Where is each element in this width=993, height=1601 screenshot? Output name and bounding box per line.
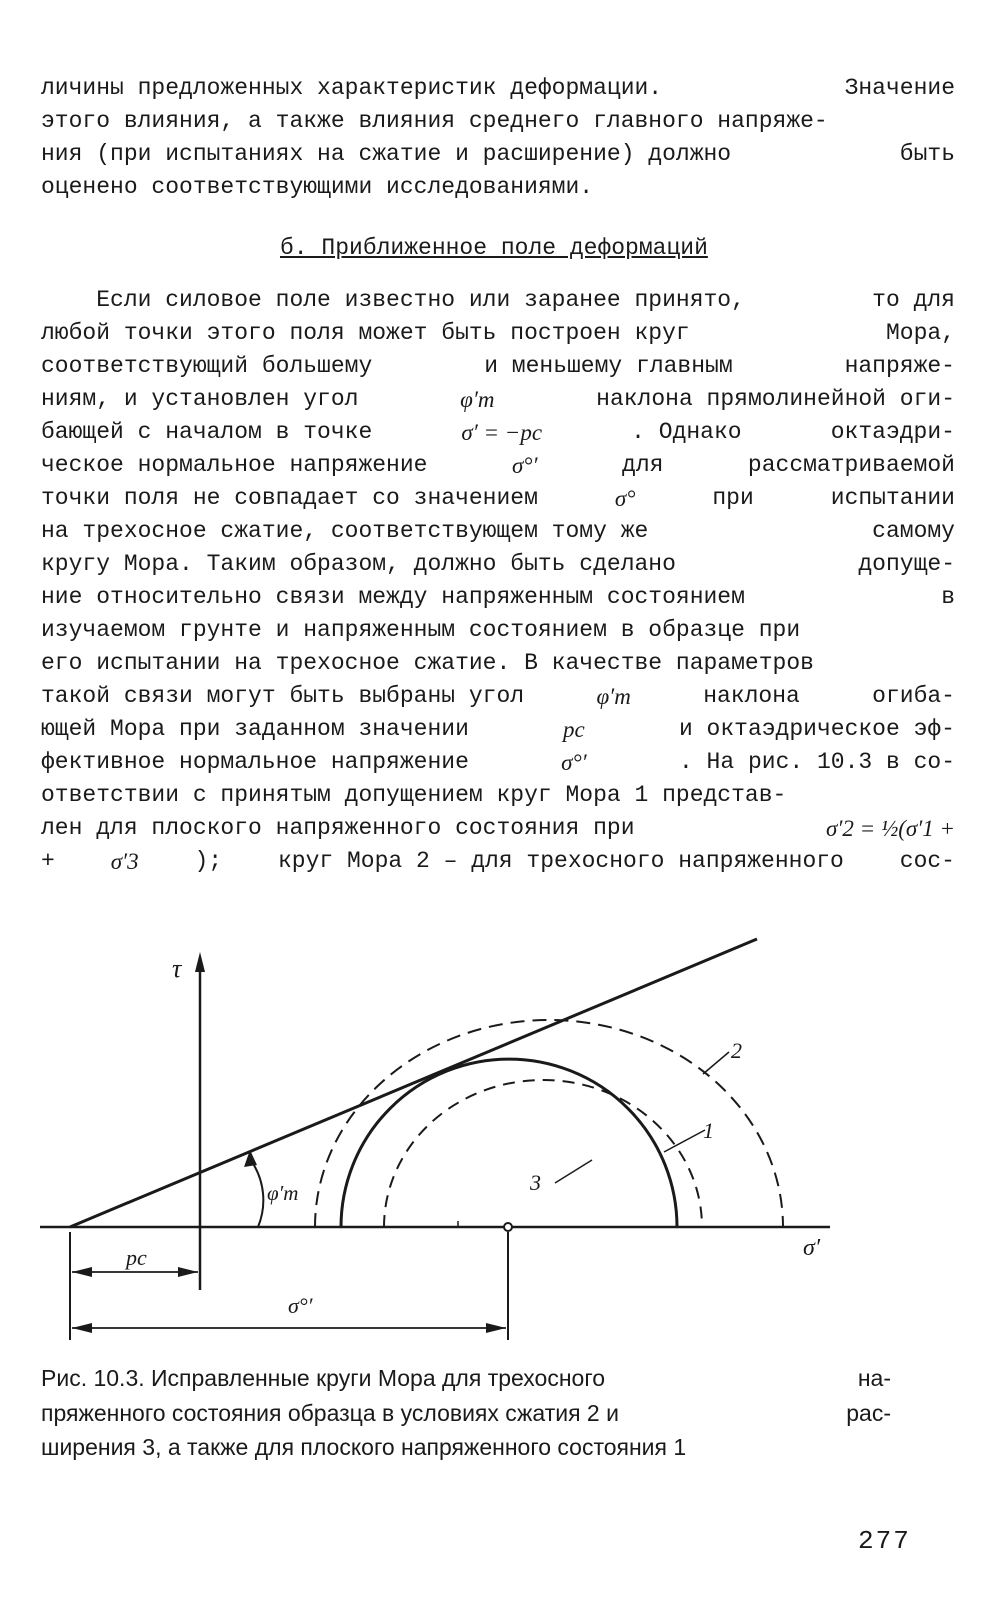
section-heading: б. Приближенное поле деформаций: [280, 235, 708, 261]
text-line: ниям, и установлен угол φ′m наклона прямолинейной оги-: [41, 383, 955, 416]
text-line: ние относительно связи между напряженным состоянием в: [41, 584, 955, 610]
text-line: такой связи могут быть выбраны угол φ′m наклона огиба-: [41, 680, 955, 713]
leader-2: [703, 1052, 729, 1074]
text-line: этого влияния, а также влияния среднего главного напряже-: [41, 108, 828, 134]
axis-label-sigma: σ′: [803, 1235, 821, 1261]
text-line: ния (при испытаниях на сжатие и расширение) должно быть: [41, 141, 955, 167]
text-line: соответствующий большему и меньшему главным напряже-: [41, 353, 955, 379]
text-line: его испытании на трехосное сжатие. В качестве параметров: [41, 650, 814, 676]
text-line: ющей Мора при заданном значении pc и октаэдрическое эф-: [41, 713, 955, 746]
angle-label: φ′m: [267, 1181, 299, 1205]
mohr-circles-figure: [0, 925, 993, 1355]
math-symbol: σ′3: [110, 849, 139, 874]
leader-1: [664, 1130, 705, 1152]
text-line: бающей с началом в точке σ′ = −pc . Однако октаэдри-: [41, 416, 955, 449]
text-line: кругу Мора. Таким образом, должно быть сделано допуще-: [41, 551, 955, 577]
text-line: ческое нормальное напряжение σ°′ для рассматриваемой: [41, 449, 955, 482]
text-line: любой точки этого поля может быть построен круг Мора,: [41, 320, 955, 346]
text-line: Если силовое поле известно или заранее принято, то для: [41, 287, 955, 313]
circle-label-2: 2: [731, 1038, 742, 1063]
tau-axis-arrow: [195, 952, 205, 972]
math-symbol: σ°′: [511, 453, 538, 478]
caption-line: пряженного состояния образца в условиях сжатия 2 и рас-: [41, 1400, 891, 1426]
circle-label-3: 3: [530, 1170, 541, 1195]
text-line: изучаемом грунте и напряженным состоянием в образце при: [41, 617, 801, 643]
math-symbol: σ°′: [561, 750, 587, 775]
math-symbol: φ′m: [460, 387, 495, 412]
text-line: точки поля не совпадает со значением σ° при испытании: [41, 482, 955, 515]
text-line: ответствии с принятым допущением круг Мора 1 представ-: [41, 782, 787, 808]
caption-line: ширения 3, а также для плоского напряженного состояния 1: [41, 1434, 687, 1460]
math-symbol: σ′ = −pc: [461, 420, 543, 445]
axis-label-tau: τ: [172, 954, 182, 983]
text-line: лен для плоского напряженного состояния при σ′2 = ½(σ′1 +: [41, 812, 955, 845]
math-symbol: φ′m: [596, 684, 631, 709]
center-point: [504, 1223, 512, 1231]
dim-label-sigma-oct: σ°′: [288, 1293, 313, 1318]
leader-3: [555, 1160, 592, 1183]
text-line: фективное нормальное напряжение σ°′ . На рис. 10.3 в со-: [41, 746, 955, 779]
math-symbol: σ′2 = ½(σ′1 +: [826, 816, 955, 841]
math-symbol: σ°: [614, 486, 636, 511]
dim-label-pc: pc: [126, 1245, 147, 1270]
text-line: + σ′3 ); круг Мора 2 – для трехосного напряженного сос-: [41, 845, 955, 878]
page-number: 277: [858, 1526, 911, 1556]
caption-line: Рис. 10.3. Исправленные круги Мора для трехосного на-: [41, 1365, 891, 1391]
mohr-circle-3: [384, 1080, 702, 1227]
circle-label-1: 1: [703, 1118, 714, 1143]
text-line: на трехосное сжатие, соответствующем тому же самому: [41, 518, 955, 544]
math-symbol: pc: [563, 717, 585, 742]
text-line: личины предложенных характеристик деформации. Значение: [41, 75, 955, 101]
text-line: оценено соответствующими исследованиями.: [41, 174, 594, 200]
angle-arc: [252, 1162, 263, 1227]
